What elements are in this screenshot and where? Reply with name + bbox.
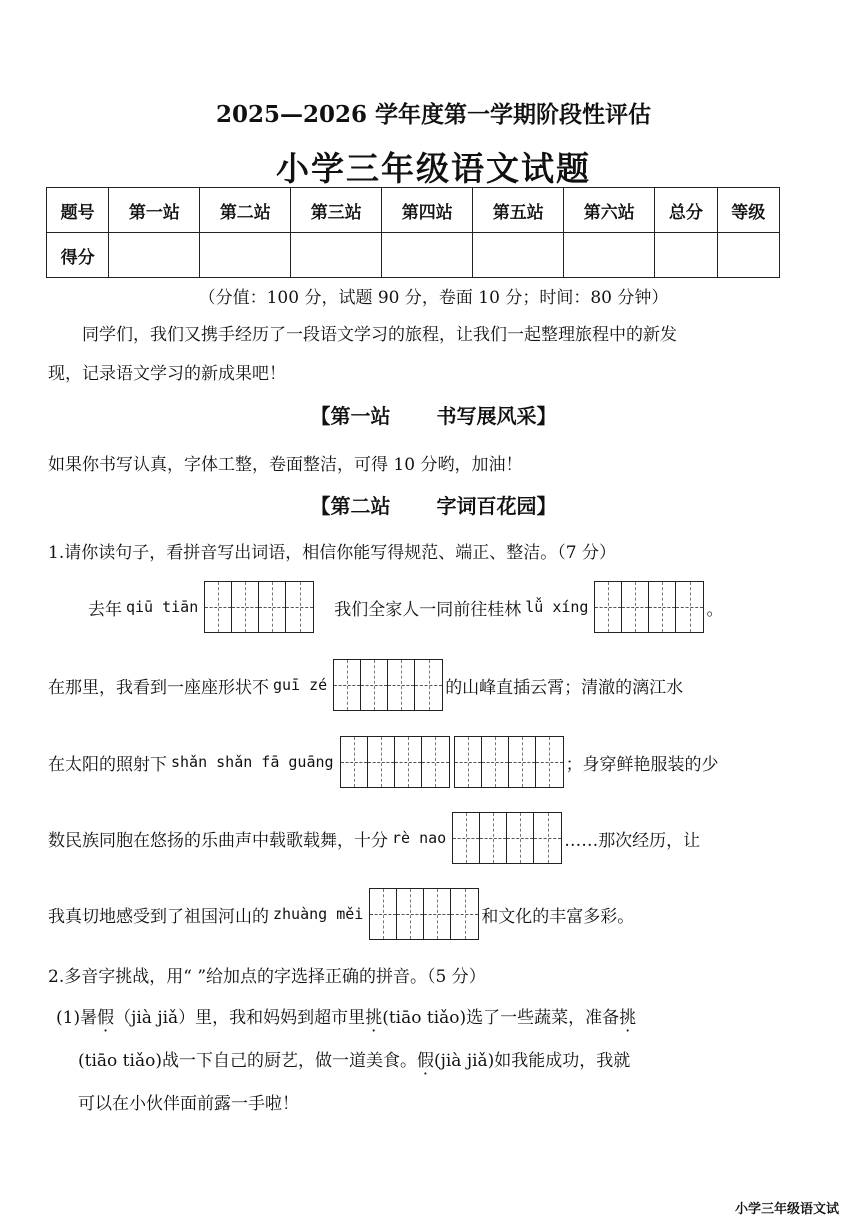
score-header-cell: 第五站: [473, 188, 564, 233]
writing-cell[interactable]: [205, 582, 232, 632]
answer-box-faguang[interactable]: [454, 736, 564, 788]
dotted-char: 假: [97, 1008, 115, 1028]
q2-text[interactable]: (tiāo tiǎo)选了一些蔬菜，准备: [382, 1008, 620, 1028]
score-table-header-row: [47, 188, 780, 233]
answer-box-shanshan[interactable]: [340, 736, 450, 788]
writing-cell[interactable]: [507, 813, 534, 863]
writing-cell[interactable]: [370, 889, 397, 939]
score-table-score-row: [47, 233, 780, 278]
station1-heading-number: 【第一站: [310, 404, 391, 428]
q1-text: 数民族同胞在悠扬的乐曲声中载歌载舞，十分: [48, 830, 388, 851]
q1-text: 在太阳的照射下: [48, 754, 167, 775]
writing-cell[interactable]: [286, 582, 313, 632]
writing-cell[interactable]: [534, 813, 561, 863]
score-header-cell: 第一站: [109, 188, 200, 233]
score-cell[interactable]: [564, 233, 655, 278]
q2-line-1: [56, 1003, 636, 1028]
score-cell[interactable]: [291, 233, 382, 278]
writing-cell[interactable]: [676, 582, 703, 632]
page-footer: 小学三年级语文试: [734, 1202, 839, 1217]
score-cell[interactable]: [200, 233, 291, 278]
writing-cell[interactable]: [424, 889, 451, 939]
answer-box-qiutian[interactable]: [204, 581, 314, 633]
q1-line-4: [48, 813, 700, 863]
score-row-label: 得分: [47, 233, 109, 278]
q1-text: 我们全家人一同前往桂林: [334, 599, 522, 620]
score-cell[interactable]: [473, 233, 564, 278]
score-header-cell: 等级: [717, 188, 779, 233]
writing-cell[interactable]: [595, 582, 622, 632]
q1-text: ……那次经历，让: [564, 830, 701, 851]
station2-heading-number: 【第二站: [310, 494, 391, 518]
answer-box-renao[interactable]: [452, 812, 562, 864]
q2-text[interactable]: (tiāo tiǎo)战一下自己的厨艺，做一道美食。: [78, 1051, 417, 1071]
q1-line-3: [48, 737, 719, 787]
answer-box-guize[interactable]: [333, 659, 443, 711]
writing-cell[interactable]: [509, 737, 536, 787]
dotted-char: 假: [416, 1051, 434, 1071]
q2-line-3: 可以在小伙伴面前露一手啦！: [78, 1094, 299, 1114]
intro-line-2: 现，记录语文学习的新成果吧！: [48, 364, 286, 384]
score-header-cell: 第三站: [291, 188, 382, 233]
writing-cell[interactable]: [259, 582, 286, 632]
writing-cell[interactable]: [388, 660, 415, 710]
dotted-char: 挑: [365, 1008, 383, 1028]
pinyin-prompt: shǎn shǎn fā guāng: [171, 753, 334, 771]
score-header-cell: 第四站: [382, 188, 473, 233]
q1-line-1: [88, 582, 723, 632]
score-header-cell: 第六站: [564, 188, 655, 233]
score-cell[interactable]: [109, 233, 200, 278]
q1-prompt: 1.请你读句子，看拼音写出词语，相信你能写得规范、端正、整洁。（7 分）: [48, 543, 616, 563]
q1-line-2: [48, 660, 683, 710]
intro-line-1: 同学们，我们又携手经历了一段语文学习的旅程，让我们一起整理旅程中的新发: [82, 325, 677, 345]
score-header-cell: 第二站: [200, 188, 291, 233]
q1-text: ；身穿鲜艳服装的少: [565, 754, 719, 775]
writing-cell[interactable]: [536, 737, 563, 787]
writing-cell[interactable]: [232, 582, 259, 632]
pinyin-prompt: rè nao: [392, 829, 447, 847]
q1-text: 我真切地感受到了祖国河山的: [48, 906, 269, 927]
writing-cell[interactable]: [422, 737, 449, 787]
station1-heading-name: 书写展风采】: [436, 404, 557, 428]
q1-line-5: [48, 889, 634, 939]
dotted-char: 挑: [619, 1008, 637, 1028]
q2-text: (1)暑: [56, 1008, 98, 1028]
pinyin-prompt: lǚ xíng: [525, 598, 589, 616]
answer-box-zhuangmei[interactable]: [369, 888, 479, 940]
writing-cell[interactable]: [395, 737, 422, 787]
exam-title: 小学三年级语文试题: [276, 149, 591, 188]
writing-cell[interactable]: [622, 582, 649, 632]
writing-cell[interactable]: [397, 889, 424, 939]
score-note: （分值：100 分，试题 90 分，卷面 10 分；时间：80 分钟）: [198, 288, 669, 308]
writing-cell[interactable]: [482, 737, 509, 787]
q2-line-2: [78, 1046, 630, 1071]
score-header-cell: 题号: [47, 188, 109, 233]
score-cell[interactable]: [382, 233, 473, 278]
writing-cell[interactable]: [415, 660, 442, 710]
writing-cell[interactable]: [455, 737, 482, 787]
writing-cell[interactable]: [361, 660, 388, 710]
exam-subtitle: 2025—2026 学年度第一学期阶段性评估: [215, 101, 652, 128]
writing-cell[interactable]: [368, 737, 395, 787]
pinyin-prompt: guī zé: [273, 676, 328, 694]
station2-heading: [0, 490, 867, 519]
score-cell[interactable]: [717, 233, 779, 278]
score-header-cell: 总分: [655, 188, 717, 233]
q1-text: 的山峰直插云霄；清澈的漓江水: [445, 677, 684, 698]
q2-prompt: 2.多音字挑战，用“ ”给加点的字选择正确的拼音。（5 分）: [48, 967, 486, 987]
writing-cell[interactable]: [649, 582, 676, 632]
writing-cell[interactable]: [480, 813, 507, 863]
writing-cell[interactable]: [453, 813, 480, 863]
station1-text: 如果你书写认真，字体工整，卷面整洁，可得 10 分哟，加油！: [48, 455, 523, 475]
answer-box-lvxing[interactable]: [594, 581, 704, 633]
score-cell[interactable]: [655, 233, 717, 278]
q2-text[interactable]: (jià jiǎ)如我能成功，我就: [433, 1051, 631, 1071]
station2-heading-name: 字词百花园】: [436, 494, 557, 518]
pinyin-prompt: zhuàng měi: [273, 905, 364, 923]
q1-text: 。: [706, 599, 724, 620]
writing-cell[interactable]: [451, 889, 478, 939]
q1-text: 和文化的丰富多彩。: [481, 906, 635, 927]
q1-text: 去年: [88, 599, 122, 620]
writing-cell[interactable]: [341, 737, 368, 787]
q1-text: 在那里，我看到一座座形状不: [48, 677, 269, 698]
station1-heading: [0, 400, 867, 429]
writing-cell[interactable]: [334, 660, 361, 710]
q2-text[interactable]: （jià jiǎ）里，我和妈妈到超市里: [114, 1008, 366, 1028]
pinyin-prompt: qiū tiān: [126, 598, 199, 616]
score-table: [46, 187, 780, 278]
